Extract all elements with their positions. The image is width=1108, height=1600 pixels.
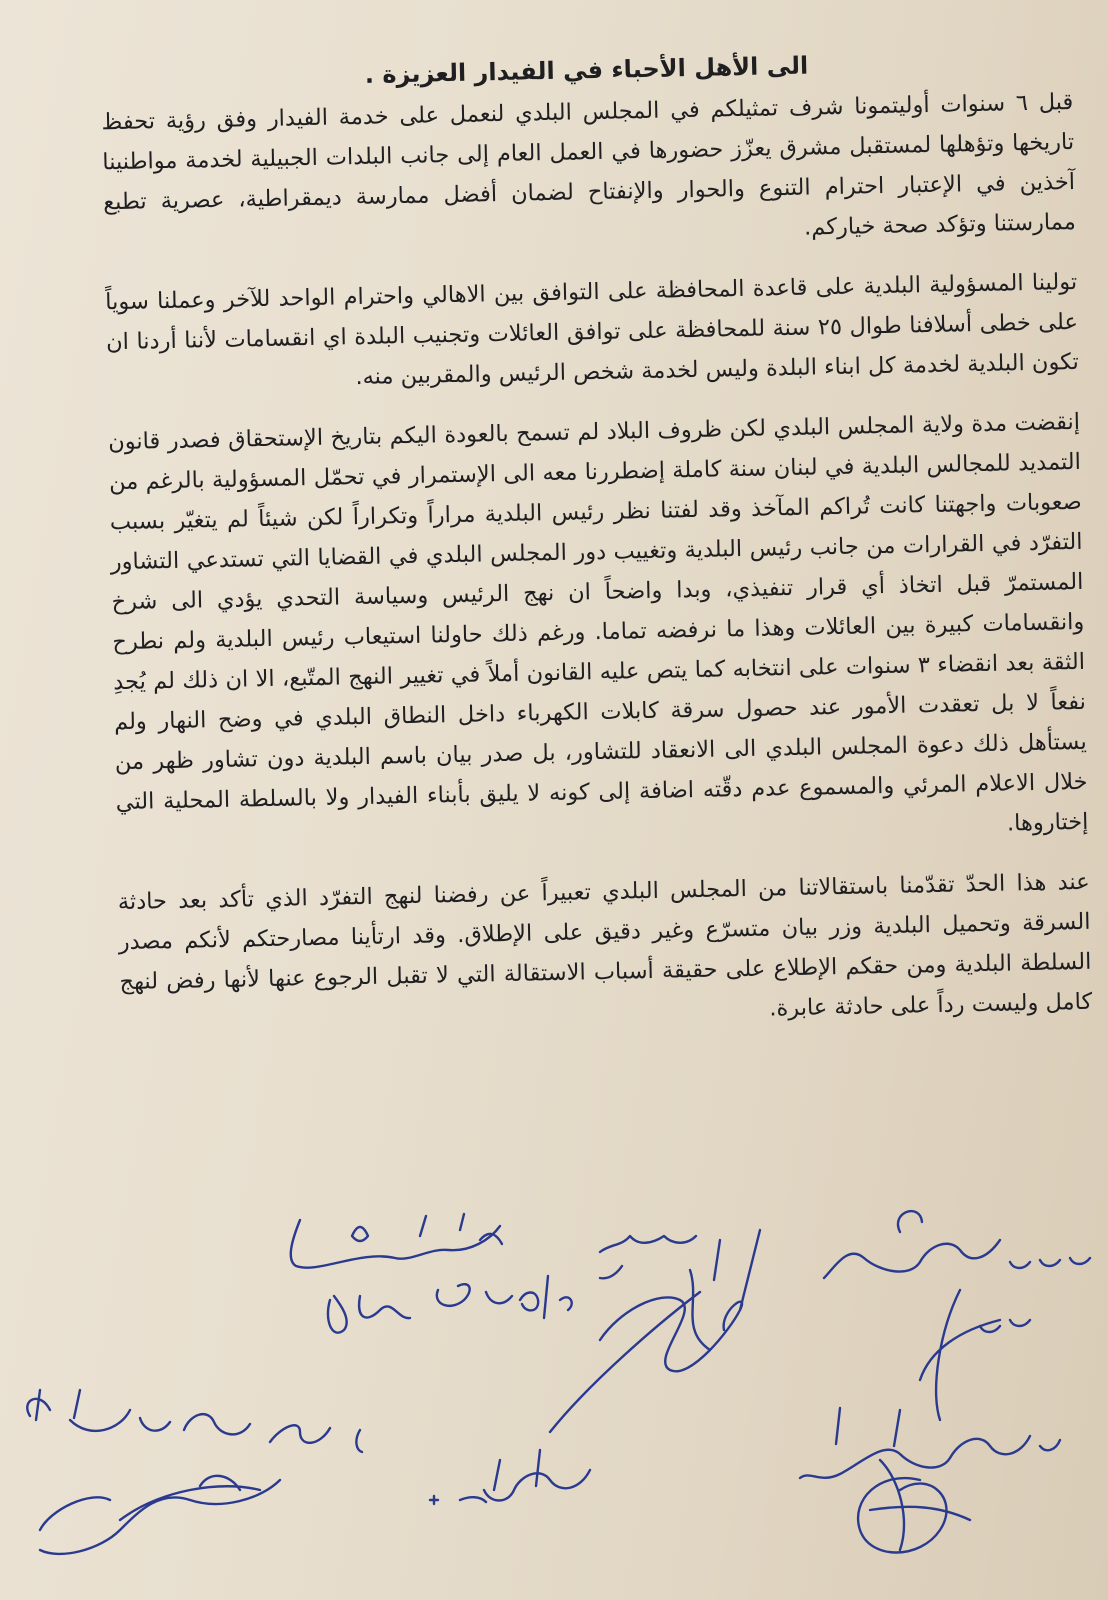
signature-jihad-bassil: [291, 1214, 572, 1333]
letter-paragraph-2: تولينا المسؤولية البلدية على قاعدة المحافظة على التوافق بين الاهالي واحترام الواحد للآخر وعملنا سوياً على خطى أسلافنا طوال ٢٥ سنة للمحافظة على توافق العائلات وتجنيب البلدة اي انقسامات لأننا أردنا ان تكون البلدية لخدمة كل ابناء البلدة وليس لخدمة شخص الرئيس والمقربين منه.: [105, 268, 1080, 391]
signature-hares-bassil: [800, 1408, 1060, 1553]
signatures-area: [0, 1200, 1108, 1600]
letter-title: الى الأهل الأحباء في الفيدار العزيزة .: [364, 51, 809, 89]
handwritten-signatures: [0, 1200, 1108, 1600]
signature-small: [430, 1450, 590, 1504]
signature-fouad-bassil: [824, 1211, 1090, 1420]
letter-paragraph-4: عند هذا الحدّ تقدّمنا باستقالاتنا من المجلس البلدي تعبيراً عن رفضنا لنهج التفرّد الذي تأكد بعد حادثة السرقة وتحميل البلدية وزر بيان متسرّع وغير دقيق على الإطلاق. وقد ارتأينا مصارحتكم لأنكم مصدر السلطة البلدية ومن حقكم الإطلاع على حقيقة أسباب الاستقالة التي لا تقبل الرجوع عنها لأنها رفض لنهج كامل وليست رداً على حادثة عابرة.: [117, 868, 1093, 1022]
signature-center: [550, 1230, 760, 1432]
letter-paragraph-1: قبل ٦ سنوات أوليتمونا شرف تمثيلكم في المجلس البلدي لنعمل على خدمة الفيدار وفق رؤية تحفظ تاريخها وتؤهلها لمستقبل مشرق يعزّز حضورها في العمل العام إلى جانب البلدات الجبيلية لخدمة مواطنينا آخذين في الإعتبار احترام التنوع والحوار والإنفتاح لضمان أفضل ممارسة ديمقراطية، عصرية تطبع ممارستنا وتؤكد صحة خياركم.: [101, 88, 1077, 241]
letter-body: [100, 40, 1093, 1062]
letter-paragraph-3: إنقضت مدة ولاية المجلس البلدي لكن ظروف البلاد لم تسمح بالعودة اليكم بتاريخ الإستحقاق فصدر قانون التمديد للمجالس البلدية في لبنان سنة كاملة إضطررنا معه الى الإستمرار في تحمّل المسؤولية بالرغم من صعوبات واجهتنا كانت تُراكم المآخذ وقد لفتنا نظر رئيس البلدية مراراً وتكراراً لكن شيئاً لم يتغيّر بسبب التفرّد في القرارات من جانب رئيس البلدية وتغييب دور المجلس البلدي في القضايا التي تستدعي التشاور المستمرّ قبل اتخاذ أي قرار تنفيذي، وبدا واضحاً ان نهج الرئيس وسياسة التحدي يؤدي الى شرخ وانقسامات كبيرة بين العائلات وهذا ما نرفضه تماما. ورغم ذلك حاولنا استيعاب رئيس البلدية ولم نطرح الثقة بعد انقضاء ٣ سنوات على انتخابه كما يتص عليه القانون أملاً في تغيير النهج المتّبع، الا ان ذلك لم يُجدِ نفعاً لا بل تعقدت الأمور عند حصول سرقة كابلات الكهرباء داخل النطاق البلدي في وضح النهار ولم يستأهل ذلك دعوة المجلس البلدي الى الانعقاد للتشاور، بل صدر بيان باسم البلدية دون تشاور ظهر من خلال الاعلام المرئي والمسموع عدم دقّته اضافة إلى كونه لا يليق بأبناء الفيدار ولا بالسلطة المحلية التي إختاروها.: [107, 408, 1089, 837]
signature-left: [27, 1390, 362, 1554]
